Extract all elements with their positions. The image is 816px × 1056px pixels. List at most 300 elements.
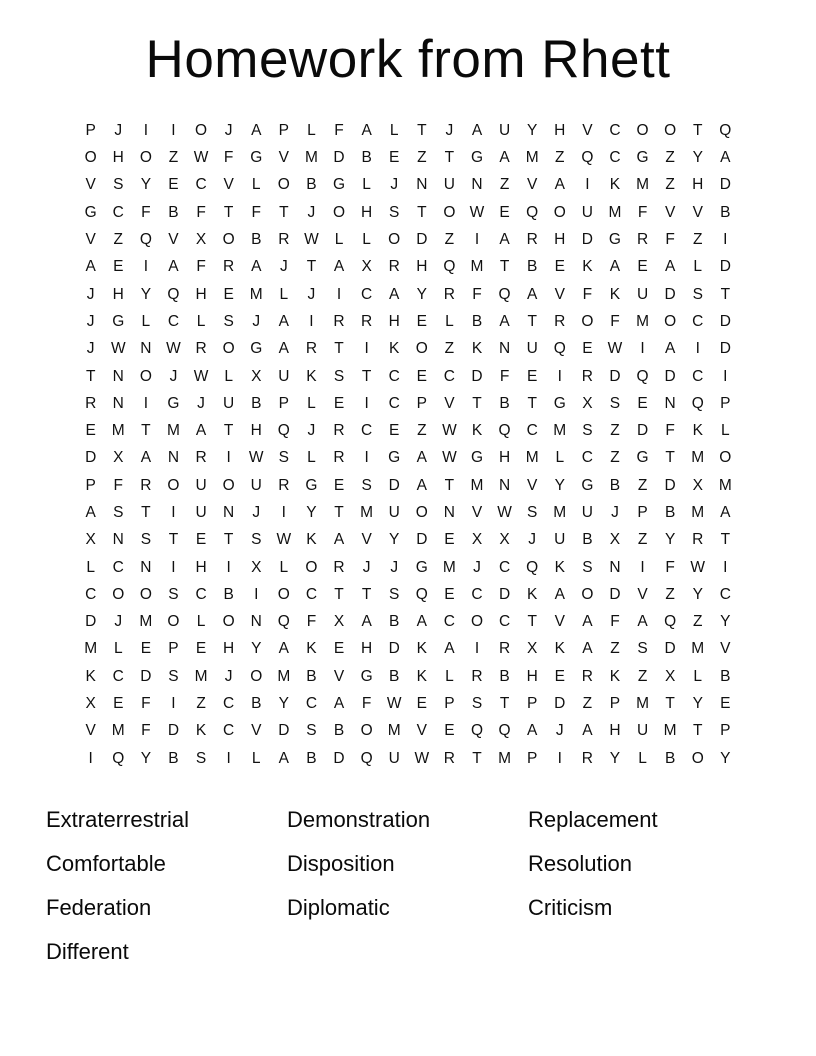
grid-letter[interactable]: V <box>527 476 538 494</box>
grid-letter[interactable]: E <box>444 722 455 740</box>
grid-letter[interactable]: A <box>664 340 676 358</box>
grid-letter[interactable]: J <box>224 667 233 685</box>
grid-letter[interactable]: X <box>333 613 345 631</box>
grid-letter[interactable]: C <box>719 585 731 603</box>
grid-letter[interactable]: Q <box>581 149 594 167</box>
grid-letter[interactable]: D <box>333 749 345 767</box>
grid-letter[interactable]: P <box>527 695 538 713</box>
grid-letter[interactable]: O <box>277 176 290 194</box>
grid-letter[interactable]: K <box>471 340 483 358</box>
grid-letter[interactable]: E <box>389 422 400 440</box>
grid-letter[interactable]: Q <box>553 340 566 358</box>
grid-letter[interactable]: Z <box>196 695 206 713</box>
grid-letter[interactable]: C <box>498 613 511 631</box>
grid-letter[interactable]: I <box>640 558 645 576</box>
grid-letter[interactable]: O <box>222 340 235 358</box>
grid-letter[interactable]: A <box>85 258 96 276</box>
grid-letter[interactable]: D <box>581 231 593 249</box>
grid-letter[interactable]: R <box>443 749 455 767</box>
grid-letter[interactable]: S <box>168 585 179 603</box>
grid-letter[interactable]: T <box>417 121 427 139</box>
grid-letter[interactable]: C <box>581 449 593 467</box>
grid-letter[interactable]: E <box>527 367 538 385</box>
grid-letter[interactable]: C <box>167 312 180 330</box>
grid-letter[interactable]: O <box>139 367 152 385</box>
grid-letter[interactable]: D <box>278 722 290 740</box>
grid-letter[interactable]: X <box>582 394 593 412</box>
grid-letter[interactable]: C <box>112 203 124 221</box>
grid-letter[interactable]: G <box>332 176 346 194</box>
grid-letter[interactable]: W <box>442 422 457 440</box>
grid-letter[interactable]: B <box>389 613 400 631</box>
grid-letter[interactable]: J <box>197 394 205 412</box>
grid-letter[interactable]: U <box>554 531 566 549</box>
grid-letter[interactable]: F <box>141 203 151 221</box>
grid-letter[interactable]: C <box>223 695 235 713</box>
grid-letter[interactable]: Q <box>167 285 180 303</box>
word-list-item[interactable]: Diplomatic <box>287 895 390 921</box>
grid-letter[interactable]: I <box>143 258 149 276</box>
grid-letter[interactable]: D <box>664 285 676 303</box>
grid-letter[interactable]: B <box>251 394 262 412</box>
grid-letter[interactable]: W <box>414 749 430 767</box>
grid-letter[interactable]: M <box>525 149 539 167</box>
grid-letter[interactable]: P <box>720 722 731 740</box>
grid-letter[interactable]: O <box>470 613 484 631</box>
grid-letter[interactable]: B <box>333 722 345 740</box>
grid-letter[interactable]: X <box>251 558 262 576</box>
grid-letter[interactable]: Y <box>306 503 317 521</box>
grid-letter[interactable]: W <box>166 340 181 358</box>
grid-letter[interactable]: O <box>222 476 235 494</box>
grid-letter[interactable]: A <box>499 231 510 249</box>
grid-letter[interactable]: N <box>223 503 235 521</box>
grid-letter[interactable]: X <box>195 231 207 249</box>
grid-letter[interactable]: O <box>84 149 97 167</box>
grid-letter[interactable]: A <box>582 640 593 658</box>
grid-letter[interactable]: E <box>85 422 96 440</box>
grid-letter[interactable]: W <box>304 231 319 249</box>
grid-letter[interactable]: Y <box>664 531 676 549</box>
grid-letter[interactable]: V <box>85 231 96 249</box>
grid-letter[interactable]: K <box>306 367 317 385</box>
grid-letter[interactable]: K <box>389 340 400 358</box>
grid-letter[interactable]: G <box>470 149 484 167</box>
grid-letter[interactable]: D <box>719 258 731 276</box>
grid-letter[interactable]: O <box>664 312 677 330</box>
grid-letter[interactable]: Y <box>389 531 400 549</box>
grid-letter[interactable]: W <box>442 449 457 467</box>
grid-letter[interactable]: O <box>553 203 566 221</box>
grid-letter[interactable]: F <box>637 203 648 221</box>
grid-letter[interactable]: G <box>636 149 649 167</box>
grid-letter[interactable]: U <box>526 340 538 358</box>
grid-letter[interactable]: W <box>248 449 264 467</box>
grid-letter[interactable]: C <box>112 667 124 685</box>
grid-letter[interactable]: L <box>555 449 565 467</box>
grid-letter[interactable]: A <box>554 176 565 194</box>
grid-letter[interactable]: P <box>720 394 731 412</box>
grid-letter[interactable]: S <box>333 367 345 385</box>
grid-letter[interactable]: I <box>336 285 342 303</box>
grid-letter[interactable]: T <box>499 695 510 713</box>
grid-letter[interactable]: A <box>278 312 289 330</box>
grid-letter[interactable]: E <box>333 476 345 494</box>
grid-letter[interactable]: N <box>471 176 483 194</box>
grid-letter[interactable]: R <box>278 231 290 249</box>
grid-letter[interactable]: I <box>226 558 231 576</box>
grid-letter[interactable]: C <box>526 422 538 440</box>
grid-letter[interactable]: X <box>251 367 262 385</box>
grid-letter[interactable]: L <box>445 312 454 330</box>
grid-letter[interactable]: N <box>416 176 428 194</box>
grid-letter[interactable]: A <box>720 149 731 167</box>
grid-letter[interactable]: C <box>305 695 318 713</box>
grid-letter[interactable]: P <box>527 749 538 767</box>
grid-letter[interactable]: Z <box>444 231 455 249</box>
grid-letter[interactable]: Y <box>140 176 152 194</box>
grid-letter[interactable]: M <box>442 558 456 576</box>
grid-letter[interactable]: L <box>279 285 289 303</box>
grid-letter[interactable]: T <box>527 394 537 412</box>
grid-letter[interactable]: B <box>223 585 234 603</box>
grid-letter[interactable]: Q <box>691 394 704 412</box>
grid-letter[interactable]: K <box>195 722 207 740</box>
grid-letter[interactable]: F <box>141 695 151 713</box>
word-list-item[interactable]: Replacement <box>528 807 658 833</box>
grid-letter[interactable]: E <box>582 340 593 358</box>
grid-letter[interactable]: X <box>85 695 96 713</box>
grid-letter[interactable]: V <box>278 149 289 167</box>
grid-letter[interactable]: L <box>307 449 316 467</box>
grid-letter[interactable]: L <box>279 558 289 576</box>
grid-letter[interactable]: R <box>388 258 400 276</box>
grid-letter[interactable]: Q <box>526 203 539 221</box>
grid-letter[interactable]: V <box>471 503 483 521</box>
grid-letter[interactable]: O <box>388 231 401 249</box>
grid-letter[interactable]: A <box>251 258 262 276</box>
grid-letter[interactable]: J <box>86 340 95 358</box>
grid-letter[interactable]: Z <box>610 640 620 658</box>
grid-letter[interactable]: T <box>499 258 510 276</box>
grid-letter[interactable]: T <box>693 722 703 740</box>
grid-letter[interactable]: Q <box>139 231 152 249</box>
grid-letter[interactable]: I <box>695 340 700 358</box>
grid-letter[interactable]: Q <box>636 367 649 385</box>
grid-letter[interactable]: Z <box>499 176 510 194</box>
grid-letter[interactable]: A <box>389 285 400 303</box>
grid-letter[interactable]: F <box>223 149 234 167</box>
grid-letter[interactable]: B <box>251 231 262 249</box>
grid-letter[interactable]: B <box>664 749 676 767</box>
grid-letter[interactable]: I <box>557 367 562 385</box>
grid-letter[interactable]: E <box>195 531 207 549</box>
grid-letter[interactable]: M <box>718 476 732 494</box>
grid-letter[interactable]: E <box>444 531 455 549</box>
grid-letter[interactable]: I <box>364 449 369 467</box>
grid-letter[interactable]: U <box>443 176 455 194</box>
grid-letter[interactable]: Q <box>360 749 373 767</box>
grid-letter[interactable]: O <box>112 585 125 603</box>
grid-letter[interactable]: P <box>168 640 179 658</box>
grid-letter[interactable]: D <box>664 367 676 385</box>
grid-letter[interactable]: A <box>278 749 289 767</box>
grid-letter[interactable]: F <box>610 613 620 631</box>
grid-letter[interactable]: D <box>609 585 621 603</box>
grid-letter[interactable]: M <box>691 640 705 658</box>
grid-letter[interactable]: D <box>140 667 152 685</box>
grid-letter[interactable]: M <box>470 258 484 276</box>
grid-letter[interactable]: K <box>306 531 317 549</box>
grid-letter[interactable]: A <box>140 449 152 467</box>
grid-letter[interactable]: I <box>171 121 176 139</box>
grid-letter[interactable]: E <box>416 695 427 713</box>
grid-letter[interactable]: A <box>554 585 565 603</box>
grid-letter[interactable]: U <box>195 476 207 494</box>
grid-letter[interactable]: E <box>554 258 565 276</box>
grid-letter[interactable]: V <box>527 176 538 194</box>
grid-letter[interactable]: Q <box>526 558 539 576</box>
grid-letter[interactable]: N <box>112 367 124 385</box>
grid-letter[interactable]: S <box>168 667 179 685</box>
grid-letter[interactable]: D <box>167 722 180 740</box>
grid-letter[interactable]: J <box>307 203 316 221</box>
grid-letter[interactable]: D <box>85 613 97 631</box>
grid-letter[interactable]: S <box>527 503 538 521</box>
grid-letter[interactable]: R <box>581 749 593 767</box>
grid-letter[interactable]: J <box>279 258 288 276</box>
grid-letter[interactable]: M <box>304 149 318 167</box>
grid-letter[interactable]: G <box>167 394 180 412</box>
grid-letter[interactable]: R <box>85 394 97 412</box>
grid-letter[interactable]: R <box>305 340 318 358</box>
grid-letter[interactable]: Z <box>444 340 455 358</box>
grid-letter[interactable]: T <box>141 503 151 521</box>
grid-letter[interactable]: D <box>471 367 483 385</box>
grid-letter[interactable]: G <box>608 231 621 249</box>
grid-letter[interactable]: O <box>167 476 180 494</box>
grid-letter[interactable]: J <box>252 503 261 521</box>
grid-letter[interactable]: T <box>223 531 234 549</box>
grid-letter[interactable]: T <box>141 422 151 440</box>
grid-letter[interactable]: D <box>719 176 731 194</box>
grid-letter[interactable]: O <box>167 613 180 631</box>
grid-letter[interactable]: O <box>443 203 456 221</box>
grid-letter[interactable]: N <box>112 531 124 549</box>
word-list-item[interactable]: Comfortable <box>46 851 166 877</box>
grid-letter[interactable]: M <box>525 449 539 467</box>
grid-letter[interactable]: M <box>608 203 622 221</box>
grid-letter[interactable]: M <box>691 449 705 467</box>
grid-letter[interactable]: Q <box>277 422 290 440</box>
grid-letter[interactable]: K <box>554 558 565 576</box>
grid-letter[interactable]: S <box>195 749 207 767</box>
grid-letter[interactable]: J <box>307 422 316 440</box>
grid-letter[interactable]: A <box>582 613 593 631</box>
grid-letter[interactable]: M <box>470 476 484 494</box>
word-list-item[interactable]: Criticism <box>528 895 613 921</box>
grid-letter[interactable]: F <box>334 121 344 139</box>
grid-letter[interactable]: U <box>388 749 400 767</box>
grid-letter[interactable]: I <box>723 558 728 576</box>
grid-letter[interactable]: S <box>582 558 593 576</box>
grid-letter[interactable]: Y <box>278 695 289 713</box>
grid-letter[interactable]: M <box>553 503 567 521</box>
grid-letter[interactable]: J <box>390 176 399 194</box>
grid-letter[interactable]: L <box>693 667 703 685</box>
grid-letter[interactable]: E <box>499 203 510 221</box>
grid-letter[interactable]: O <box>360 722 373 740</box>
grid-letter[interactable]: P <box>637 503 648 521</box>
grid-letter[interactable]: R <box>278 476 290 494</box>
grid-letter[interactable]: G <box>360 667 373 685</box>
grid-letter[interactable]: M <box>636 176 649 194</box>
grid-letter[interactable]: R <box>223 258 235 276</box>
grid-letter[interactable]: H <box>223 640 235 658</box>
grid-letter[interactable]: L <box>389 121 399 139</box>
grid-letter[interactable]: N <box>498 340 511 358</box>
grid-letter[interactable]: L <box>224 367 233 385</box>
grid-letter[interactable]: M <box>387 722 401 740</box>
grid-letter[interactable]: X <box>361 258 372 276</box>
grid-letter[interactable]: W <box>690 558 706 576</box>
grid-letter[interactable]: E <box>554 667 565 685</box>
grid-letter[interactable]: F <box>582 285 593 303</box>
grid-letter[interactable]: O <box>195 121 208 139</box>
grid-letter[interactable]: F <box>113 476 123 494</box>
grid-letter[interactable]: C <box>223 722 235 740</box>
grid-letter[interactable]: A <box>168 258 179 276</box>
grid-letter[interactable]: M <box>139 613 153 631</box>
grid-letter[interactable]: Z <box>637 476 648 494</box>
grid-letter[interactable]: J <box>555 722 564 740</box>
grid-letter[interactable]: Z <box>582 695 593 713</box>
grid-letter[interactable]: U <box>223 394 235 412</box>
grid-letter[interactable]: T <box>527 312 537 330</box>
grid-letter[interactable]: R <box>581 367 593 385</box>
grid-letter[interactable]: R <box>333 558 345 576</box>
grid-letter[interactable]: I <box>640 340 645 358</box>
grid-letter[interactable]: K <box>527 585 538 603</box>
grid-letter[interactable]: S <box>692 285 703 303</box>
grid-letter[interactable]: T <box>279 203 289 221</box>
grid-letter[interactable]: F <box>196 203 206 221</box>
grid-letter[interactable]: L <box>307 121 316 139</box>
grid-letter[interactable]: R <box>443 285 455 303</box>
grid-letter[interactable]: Q <box>498 422 511 440</box>
grid-letter[interactable]: O <box>415 503 428 521</box>
grid-letter[interactable]: Y <box>609 749 621 767</box>
grid-letter[interactable]: U <box>581 203 593 221</box>
grid-letter[interactable]: I <box>585 176 590 194</box>
grid-letter[interactable]: L <box>638 749 647 767</box>
grid-letter[interactable]: L <box>113 640 123 658</box>
grid-letter[interactable]: A <box>333 531 345 549</box>
grid-letter[interactable]: L <box>362 231 371 249</box>
grid-letter[interactable]: D <box>719 340 731 358</box>
grid-letter[interactable]: S <box>389 585 400 603</box>
grid-letter[interactable]: V <box>692 203 703 221</box>
grid-letter[interactable]: A <box>333 258 345 276</box>
grid-letter[interactable]: F <box>665 231 675 249</box>
grid-letter[interactable]: K <box>554 640 565 658</box>
grid-letter[interactable]: M <box>663 722 677 740</box>
grid-letter[interactable]: F <box>306 613 317 631</box>
grid-letter[interactable]: J <box>611 503 619 521</box>
grid-letter[interactable]: D <box>85 449 97 467</box>
grid-letter[interactable]: F <box>141 722 151 740</box>
grid-letter[interactable]: L <box>693 258 703 276</box>
grid-letter[interactable]: E <box>637 394 648 412</box>
grid-letter[interactable]: U <box>636 285 649 303</box>
grid-letter[interactable]: B <box>389 667 400 685</box>
grid-letter[interactable]: Y <box>140 749 152 767</box>
grid-letter[interactable]: X <box>85 531 96 549</box>
grid-letter[interactable]: R <box>554 312 566 330</box>
grid-letter[interactable]: T <box>472 749 482 767</box>
grid-letter[interactable]: W <box>469 203 485 221</box>
grid-letter[interactable]: I <box>171 503 176 521</box>
grid-letter[interactable]: E <box>389 149 400 167</box>
grid-letter[interactable]: I <box>723 231 728 249</box>
grid-letter[interactable]: D <box>416 231 428 249</box>
grid-letter[interactable]: O <box>277 585 290 603</box>
grid-letter[interactable]: D <box>498 585 511 603</box>
grid-letter[interactable]: V <box>720 640 731 658</box>
grid-letter[interactable]: F <box>665 558 675 576</box>
grid-letter[interactable]: T <box>665 449 675 467</box>
grid-letter[interactable]: G <box>305 476 318 494</box>
grid-letter[interactable]: B <box>499 394 510 412</box>
grid-letter[interactable]: Y <box>527 121 538 139</box>
grid-letter[interactable]: V <box>554 613 565 631</box>
grid-letter[interactable]: X <box>471 531 483 549</box>
grid-letter[interactable]: T <box>720 531 731 549</box>
word-list-item[interactable]: Demonstration <box>287 807 431 833</box>
grid-letter[interactable]: G <box>553 394 566 412</box>
grid-letter[interactable]: E <box>444 585 455 603</box>
grid-letter[interactable]: B <box>361 149 372 167</box>
grid-letter[interactable]: F <box>499 367 510 385</box>
grid-letter[interactable]: K <box>609 285 621 303</box>
grid-letter[interactable]: V <box>361 531 372 549</box>
grid-letter[interactable]: F <box>251 203 261 221</box>
grid-letter[interactable]: R <box>333 312 345 330</box>
grid-letter[interactable]: M <box>691 503 705 521</box>
grid-letter[interactable]: N <box>112 394 124 412</box>
grid-letter[interactable]: Y <box>140 285 152 303</box>
grid-letter[interactable]: J <box>169 367 178 385</box>
grid-letter[interactable]: E <box>720 695 731 713</box>
grid-letter[interactable]: Y <box>416 285 427 303</box>
grid-letter[interactable]: S <box>113 503 124 521</box>
grid-letter[interactable]: V <box>582 121 593 139</box>
grid-letter[interactable]: Z <box>610 449 620 467</box>
grid-letter[interactable]: A <box>416 613 427 631</box>
grid-letter[interactable]: S <box>251 531 262 549</box>
grid-letter[interactable]: B <box>664 503 676 521</box>
grid-letter[interactable]: P <box>416 394 427 412</box>
grid-letter[interactable]: L <box>445 667 454 685</box>
grid-letter[interactable]: S <box>361 476 372 494</box>
grid-letter[interactable]: P <box>278 121 289 139</box>
word-list-item[interactable]: Federation <box>46 895 152 921</box>
grid-letter[interactable]: B <box>306 749 317 767</box>
grid-letter[interactable]: Q <box>498 722 511 740</box>
grid-letter[interactable]: X <box>609 531 621 549</box>
grid-letter[interactable]: M <box>360 503 374 521</box>
grid-letter[interactable]: B <box>306 667 317 685</box>
